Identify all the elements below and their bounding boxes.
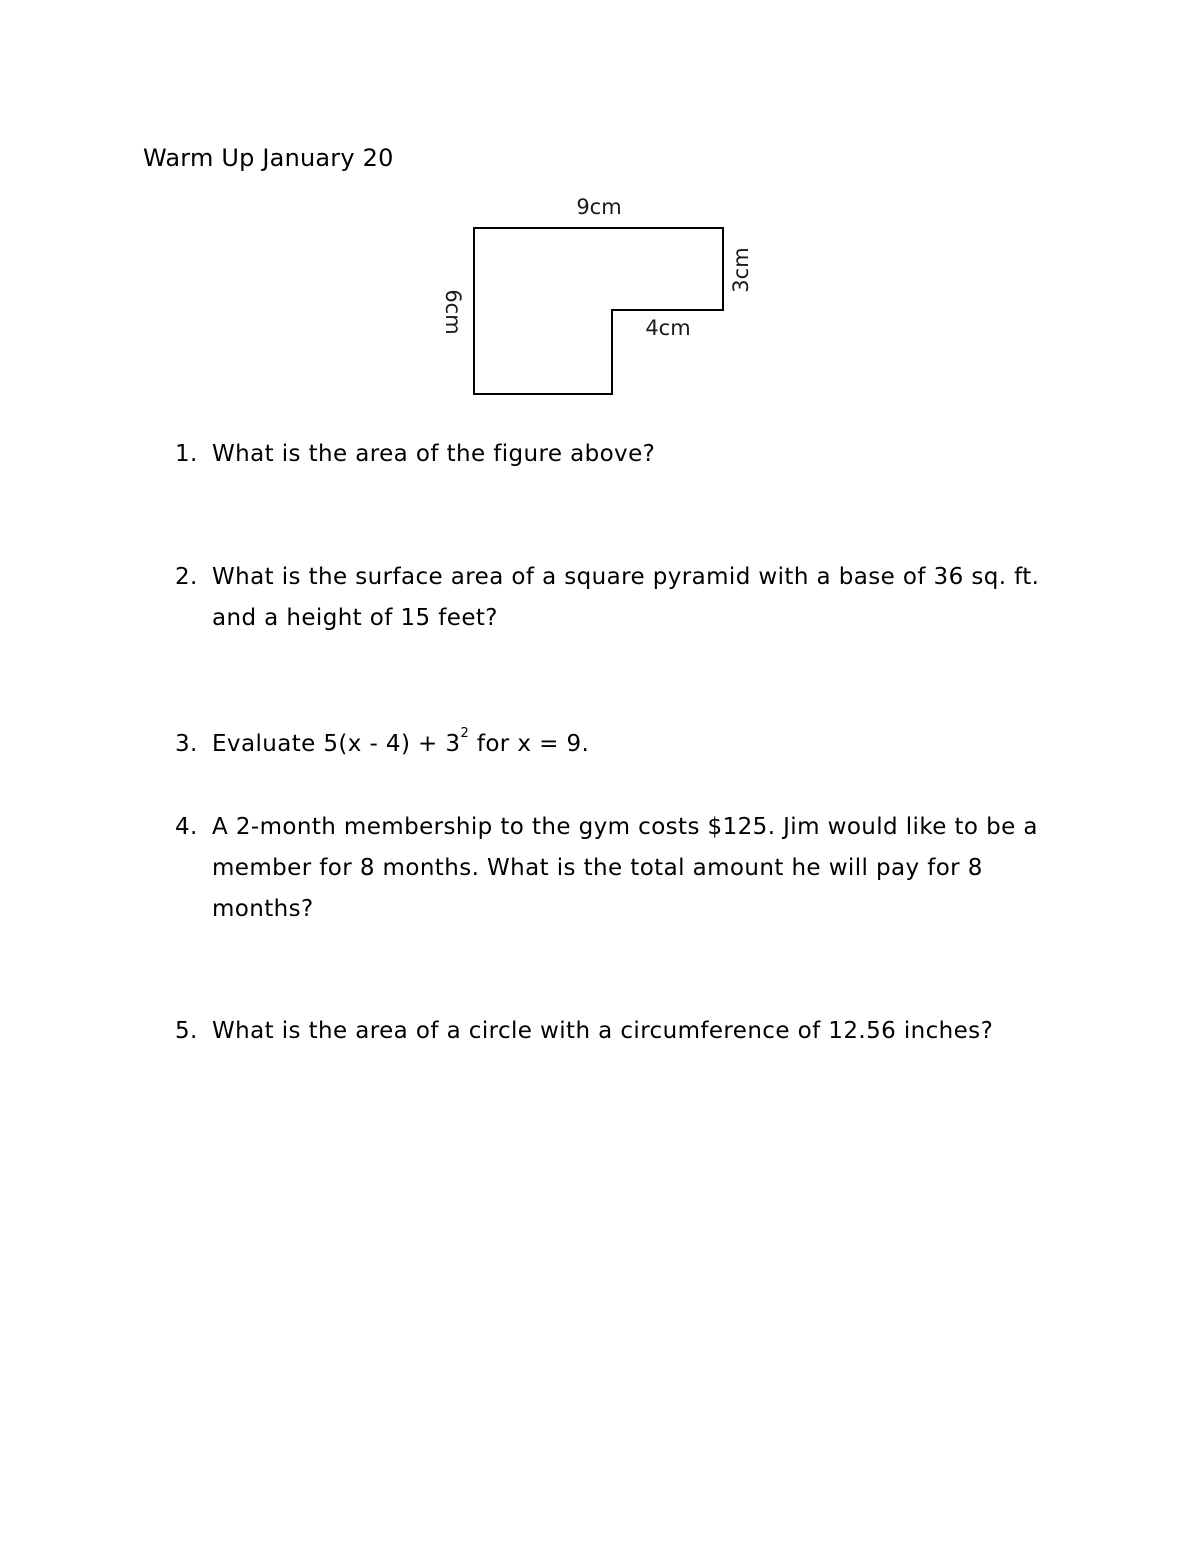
question-number: 2. [175,564,198,590]
question-number: 5. [175,1018,198,1044]
worksheet-title: Warm Up January 20 [143,144,394,172]
question-2 [175,557,1075,639]
l-shape-figure [0,0,1200,420]
question-3 [175,724,1075,768]
top-side-label: 9cm [576,195,622,219]
inner-side-label: 4cm [645,316,691,340]
question-text: What is the area of a circle with a circumference of 12.56 inches? [212,1018,994,1044]
left-side-label: 6cm [441,289,465,335]
question-text: A 2-month membership to the gym costs $125. Jim would like to be a member for 8 months. What is the total amount he will pay for 8 months? [212,814,1038,922]
question-number: 3. [175,731,198,757]
expression-tail: for x = 9. [469,731,590,757]
question-text: What is the area of the figure above? [212,441,656,467]
question-text: What is the surface area of a square pyramid with a base of 36 sq. ft. and a height of 15 feet? [212,564,1040,631]
right-side-label: 3cm [729,247,753,293]
question-number: 4. [175,814,198,840]
question-5 [175,1011,1075,1052]
expression-text: Evaluate 5(x - 4) + 3 [212,731,461,757]
question-number: 1. [175,441,198,467]
l-shape-outline [474,228,723,394]
question-4 [175,807,1075,930]
exponent: 2 [460,726,470,741]
question-text [212,724,1075,768]
question-1 [175,434,1075,475]
